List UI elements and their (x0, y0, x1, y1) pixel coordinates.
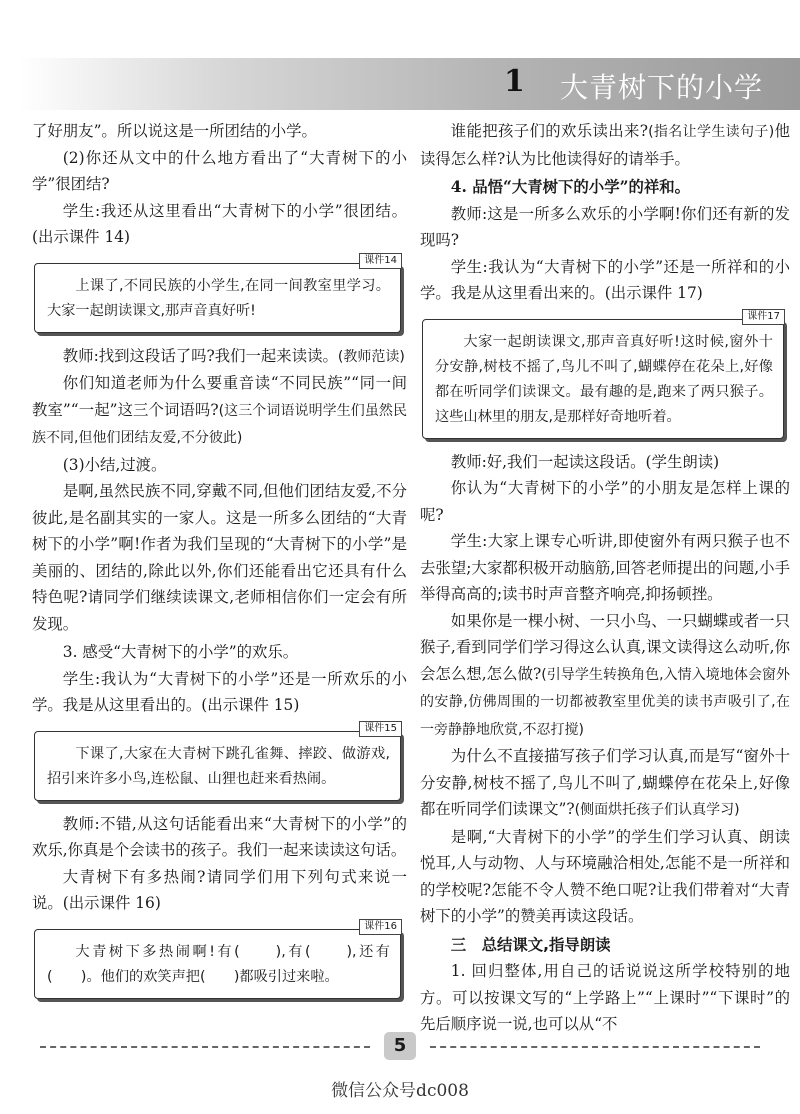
section-heading: 4. 品悟“大青树下的小学”的祥和。 (450, 178, 691, 196)
student-answer: 学生:大家上课专心听讲,即使窗外有两只猴子也不去张望;大家都积极开动脑筋,回答老师提出的问题,小手举得高高的;读书时声音整齐响亮,抑扬顿挫。 (420, 532, 790, 603)
paragraph-text: 为什么不直接描写孩子们学习认真,而是写“窗外十分安静,树枝不摇了,鸟儿不叫了,蝴蝶停在花朵上,好像都在听同学们读课文”? (420, 747, 790, 818)
teacher-note: (教师范读) (337, 348, 405, 365)
courseware-box-16 (34, 920, 401, 999)
courseware-box-17 (422, 310, 784, 439)
courseware-tag: 课件15 (359, 721, 402, 737)
question: (2)你还从文中的什么地方看出了“大青树下的小学”很团结? (32, 148, 407, 193)
paragraph-note: (侧面烘托孩子们认真学习) (574, 802, 740, 818)
courseware-box-14 (34, 254, 401, 333)
section-title: 三 总结课文,指导朗读 (450, 935, 611, 954)
paragraph-note: (指名让学生读句子) (648, 124, 775, 140)
paragraph-text: 如果你是一棵小树、一只小鸟、一只蝴蝶或者一只猴子,看到同学们学习得这么认真,课文读得这么动听,你会怎么想,怎么做? (420, 611, 790, 683)
teacher-text: 教师:找到这段话了吗?我们一起来读读。 (62, 346, 338, 365)
paragraph (420, 608, 790, 744)
courseware-text: 大青树下多热闹啊!有( ),有( ),还有( )。他们的欢笑声把( )都吸引过来啦。 (47, 943, 390, 985)
courseware-text: 大家一起朗读课文,那声音真好听!这时候,窗外十分安静,树枝不摇了,鸟儿不叫了,蝴蝶停在花朵上,好像都在听同学们读课文。最有趣的是,跑来了两只猴子。这些山林里的朋友,是那样好奇地听着。 (435, 333, 773, 425)
courseware-tag: 课件16 (359, 919, 402, 935)
paragraph (32, 370, 407, 452)
paragraph-note: (这三个词语说明学生们虽然民族不同,但他们团结友爱,不分彼此) (32, 402, 408, 446)
lesson-number: 1 (504, 64, 525, 99)
paragraph: 是啊,“大青树下的小学”的学生们学习认真、朗读悦耳,人与动物、人与环境融洽相处,怎能不是一所祥和的学校呢?怎能不令人赞不绝口呢?让我们带着对“大青树下的小学”的赞美再读这段话。 (420, 827, 790, 925)
teacher-line: 教师:好,我们一起读这段话。(学生朗读) (450, 452, 720, 471)
paragraph: 你认为“大青树下的小学”的小朋友是怎样上课的呢? (420, 479, 790, 524)
lesson-header-banner (20, 58, 800, 110)
left-column (32, 118, 407, 1009)
page-number: 5 (384, 1032, 416, 1060)
paragraph-text: 你们知道老师为什么要重音读“不同民族”“同一间教室”“一起”这三个词语吗? (32, 374, 407, 419)
student-answer: 学生:我认为“大青树下的小学”还是一所欢乐的小学。我是从这里看出的。(出示课件 15) (32, 669, 407, 714)
paragraph-note: (引导学生转换角色,入情入境地体会窗外的安静,仿佛周围的一切都被教室里优美的读书声吸引了,在一旁静静地欣赏,不忍打搅) (420, 666, 790, 738)
watermark-text: 微信公众号dc008 (331, 1081, 469, 1101)
paragraph (420, 118, 790, 172)
footer-divider-right (430, 1046, 760, 1048)
paragraph-tail: 他读得怎么样?认为比他读得好的请举手。 (420, 122, 790, 168)
courseware-text: 上课了,不同民族的小学生,在同一间教室里学习。大家一起朗读课文,那声音真好听! (47, 277, 390, 319)
teacher-line: 教师:这是一所多么欢乐的小学啊!你们还有新的发现吗? (420, 204, 790, 249)
courseware-tag: 课件17 (742, 309, 785, 325)
paragraph: 是啊,虽然民族不同,穿戴不同,但他们团结友爱,不分彼此,是名副其实的一家人。这是一所多么团结的“大青树下的小学”啊!作者为我们呈现的“大青树下的小学”是美丽的、团结的,除此以外,你们还能看出它还具有什么特色呢?请同学们继续读课文,老师相信你们一定会有所发现。 (32, 482, 407, 633)
right-column (420, 118, 790, 1038)
paragraph: 了好朋友”。所以说这是一所团结的小学。 (32, 122, 317, 140)
courseware-box-15 (34, 722, 401, 801)
paragraph: 1. 回归整体,用自己的话说说这所学校特别的地方。可以按课文写的“上学路上”“上课时”“下课时”的先后顺序说一说,也可以从“不 (420, 962, 790, 1033)
teacher-line: 教师:不错,从这句话能看出来“大青树下的小学”的欢乐,你真是个会读书的孩子。我们一起来读读这句话。 (32, 814, 407, 859)
lesson-title: 大青树下的小学 (560, 71, 764, 104)
section-heading: 3. 感受“大青树下的小学”的欢乐。 (62, 643, 299, 661)
student-answer: 学生:我认为“大青树下的小学”还是一所祥和的小学。我是从这里看出来的。(出示课件 17) (420, 257, 790, 302)
courseware-text: 下课了,大家在大青树下跳孔雀舞、摔跤、做游戏,招引来许多小鸟,连松鼠、山狸也赶来看热闹。 (47, 745, 390, 787)
subheading: (3)小结,过渡。 (62, 455, 167, 474)
paragraph: 大青树下有多热闹?请同学们用下列句式来说一说。(出示课件 16) (32, 867, 407, 912)
footer-divider-left (40, 1046, 370, 1048)
paragraph (420, 743, 790, 824)
paragraph-text: 谁能把孩子们的欢乐读出来? (450, 122, 649, 140)
teacher-line (32, 343, 407, 371)
student-answer: 学生:我还从这里看出“大青树下的小学”很团结。(出示课件 14) (32, 201, 407, 246)
courseware-tag: 课件14 (359, 253, 402, 269)
